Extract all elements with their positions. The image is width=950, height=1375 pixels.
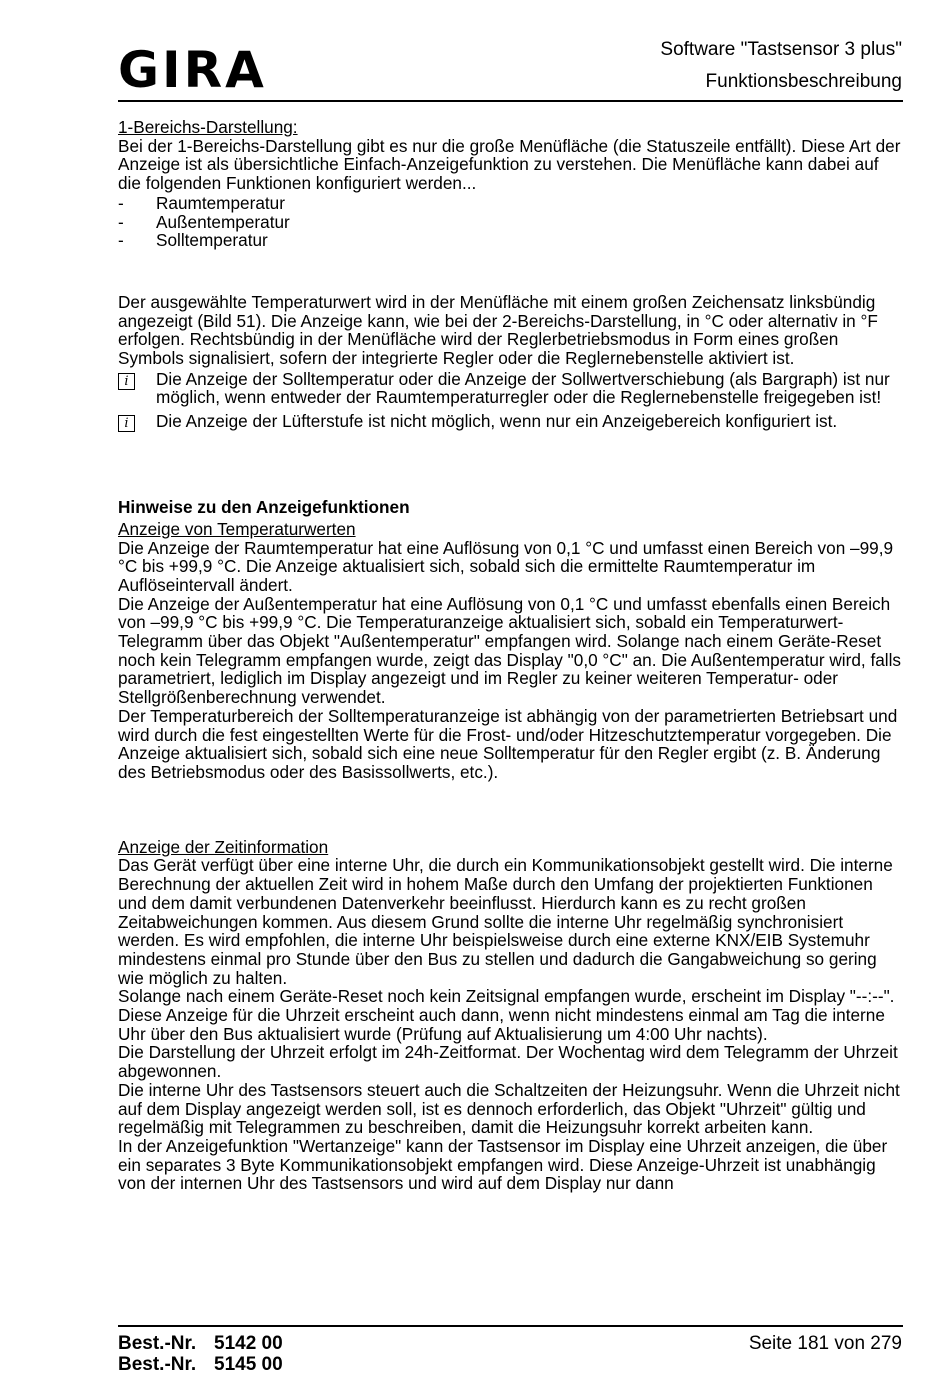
section1-paragraph: Der ausgewählte Temperaturwert wird in der Menüfläche mit einem großen Zeichensatz linksbündig angezeigt (Bild 51). Die Anzeige kann, wie bei der 2-Bereichs-Darstellung, in °C oder alternativ in °F erfolgen. Rechtsbündig in der Menüfläche wird der Reglerbetriebsmodus in Form eines großen Symbols signalisiert, sofern der integrierte Regler oder die Reglernebenstelle aktiviert ist. xyxy=(118,291,878,369)
bullet-dash: - xyxy=(118,211,124,232)
section2-paragraph: Die Anzeige der Raumtemperatur hat eine Auflösung von 0,1 °C und umfasst einen Bereich von –99,9 °C bis +99,9 °C. Die Anzeige aktualisiert sich, sobald sich die ermittelte Raumtemperatur im Auflöseintervall ändert. xyxy=(118,537,894,595)
info-note-text: Die Anzeige der Solltemperatur oder die Anzeige der Sollwertverschiebung (als Bargraph) ist nur möglich, wenn entweder der Raumtemperaturregler oder die Reglernebenstelle freigegeben ist! xyxy=(156,368,890,408)
header-software-title: Software "Tastsensor 3 plus" xyxy=(660,39,902,60)
header-doc-type: Funktionsbeschreibung xyxy=(705,71,902,92)
info-note-text: Die Anzeige der Lüfterstufe ist nicht möglich, wenn nur ein Anzeigebereich konfiguriert ist. xyxy=(156,411,838,432)
info-icon: i xyxy=(118,415,135,432)
list-item xyxy=(118,213,903,232)
order-numbers xyxy=(118,1333,283,1375)
section3-paragraph: Die interne Uhr des Tastsensors steuert auch die Schaltzeiten der Heizungsuhr. Wenn die Uhrzeit nicht auf dem Display angezeigt werden soll, ist es dennoch erforderlich, das Objekt "Uhrzeit" gültig und regelmäßig mit Telegrammen zu beschreiben, damit die Heizungsuhr korrekt arbeiten kann. xyxy=(118,1079,900,1138)
bullet-dash: - xyxy=(118,230,124,251)
section2-heading: Hinweise zu den Anzeigefunktionen xyxy=(118,497,410,518)
list-item-text: Raumtemperatur xyxy=(156,192,285,213)
function-list xyxy=(118,194,903,250)
main-content xyxy=(118,118,903,1193)
page-number: Seite 181 von 279 xyxy=(748,1333,902,1354)
list-item-text: Solltemperatur xyxy=(156,230,268,251)
section2-subheading: Anzeige von Temperaturwerten xyxy=(118,518,356,539)
bullet-dash: - xyxy=(118,192,124,213)
section1-intro: Bei der 1-Bereichs-Darstellung gibt es nur die große Menüfläche (die Statuszeile entfällt). Diese Art der Anzeige ist als übersichtliche Einfach-Anzeigefunktion zu verstehen. Die Menüfläche kann dabei auf die folgenden Funktionen konfiguriert werden... xyxy=(118,135,901,194)
order-label: Best.-Nr. xyxy=(118,1333,197,1354)
section1-title: 1-Bereichs-Darstellung: xyxy=(118,117,298,137)
order-number: 5142 00 xyxy=(214,1333,283,1354)
order-label: Best.-Nr. xyxy=(118,1354,197,1375)
section3-paragraph: Solange nach einem Geräte-Reset noch kein Zeitsignal empfangen wurde, erscheint im Display "--:--". Diese Anzeige für die Uhrzeit erscheint auch dann, wenn nicht mindestens einmal am Tag die interne Uhr über den Bus aktualisiert wurde (Prüfung auf Aktualisierung um 4:00 Uhr nachts). xyxy=(118,986,895,1044)
section3-paragraph: In der Anzeigefunktion "Wertanzeige" kann der Tastsensor im Display eine Uhrzeit anzeigen, die über ein separates 3 Byte Kommunikationsobjekt empfangen wird. Diese Anzeige-Uhrzeit ist unabhängig von der internen Uhr des Tastsensors und wird auf dem Display nur dann xyxy=(118,1135,888,1194)
order-row xyxy=(118,1354,283,1375)
section3-paragraph: Die Darstellung der Uhrzeit erfolgt im 24h-Zeitformat. Der Wochentag wird dem Telegramm der Uhrzeit abgewonnen. xyxy=(118,1042,898,1082)
info-note xyxy=(118,370,903,407)
list-item xyxy=(118,231,903,250)
section2-paragraph: Der Temperaturbereich der Solltemperaturanzeige ist abhängig von der parametrierten Betriebsart und wird durch die fest eingestellten Werte für die Frost- und/oder Hitzeschutztemperatur vorgegeben. Die Anzeige aktualisiert sich, sobald sich eine neue Solltemperatur für den Regler ergibt (z. B. Änderung des Betriebsmodus oder des Basissollwerts, etc.). xyxy=(118,705,898,782)
gira-logo: GIRA xyxy=(118,41,267,99)
info-note xyxy=(118,412,903,432)
header-rule xyxy=(118,100,903,102)
section2-paragraph: Die Anzeige der Außentemperatur hat eine Auflösung von 0,1 °C und umfasst ebenfalls einen Bereich von –99,9 °C bis +99,9 °C. Die Temperaturanzeige aktualisiert sich, sobald ein Temperaturwert-Telegramm über das Objekt "Außentemperatur" empfangen wird. Solange nach einem Geräte-Reset noch kein Telegramm empfangen wurde, zeigt das Display "0,0 °C" an. Die Außentemperatur wird, falls parametriert, lediglich im Display angezeigt und im Regler zu keiner weiteren Temperatur- oder Stellgrößenberechnung verwendet. xyxy=(118,593,902,708)
info-icon: i xyxy=(118,373,135,390)
section3-paragraph: Das Gerät verfügt über eine interne Uhr, die durch ein Kommunikationsobjekt gestellt wird. Die interne Berechnung der aktuellen Zeit wird in hohem Maße durch den Umfang der projektierten Funktionen und dem damit verbundenen Datenverkehr beeinflusst. Hierdurch kann es zu recht großen Zeitabweichungen kommen. Aus diesem Grund sollte die interne Uhr regelmäßig synchronisiert werden. Es wird empfohlen, die interne Uhr beispielsweise durch eine externe KNX/EIB Systemuhr mindestens einmal pro Stunde über den Bus zu stellen und dadurch die Gangabweichung so gering wie möglich zu halten. xyxy=(118,855,893,988)
list-item xyxy=(118,194,903,213)
footer-rule xyxy=(118,1325,903,1327)
section3-subheading: Anzeige der Zeitinformation xyxy=(118,836,329,857)
list-item-text: Außentemperatur xyxy=(156,211,290,232)
order-row xyxy=(118,1333,283,1354)
order-number: 5145 00 xyxy=(214,1354,283,1375)
